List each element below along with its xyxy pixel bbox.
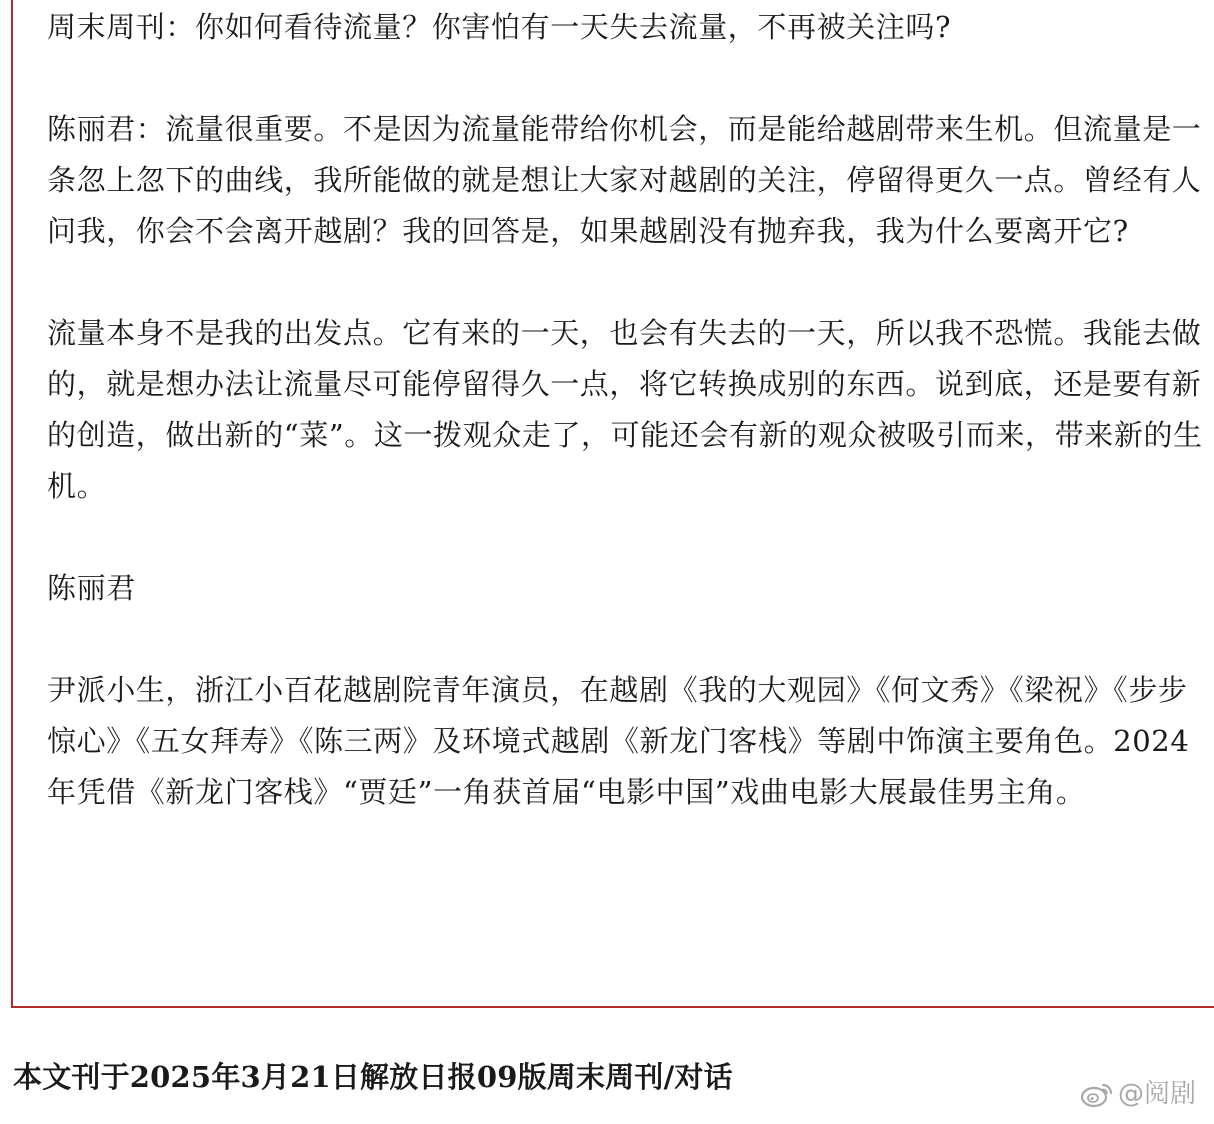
bio-name: 陈丽君 [47,571,136,605]
paragraph-answer: 陈丽君：流量很重要。不是因为流量能带给你机会，而是能给越剧带来生机。但流量是一条忽上忽下的曲线，我所能做的就是想让大家对越剧的关注，停留得更久一点。曾经有人问我，你会不会离开越剧？我的回答是，如果越剧没有抛弃我，我为什么要离开它? [47,112,1202,248]
source-note: 本文刊于2025年3月21日解放日报09版周末周刊/对话 [13,1060,733,1094]
watermark [1080,1077,1196,1111]
watermark-text: @阅剧 [1117,1079,1196,1109]
weibo-icon [1080,1080,1114,1108]
bio-description: 尹派小生，浙江小百花越剧院青年演员，在越剧《我的大观园》《何文秀》《梁祝》《步步惊心》《五女拜寿》《陈三两》及环境式越剧《新龙门客栈》等剧中饰演主要角色。2024年凭借《新龙门客栈》“贾廷”一角获首届“电影中国”戏曲电影大展最佳男主角。 [47,673,1190,809]
paragraph-question: 周末周刊：你如何看待流量？你害怕有一天失去流量，不再被关注吗? [47,10,952,44]
paragraph-answer-continued: 流量本身不是我的出发点。它有来的一天，也会有失去的一天，所以我不恐慌。我能去做的，就是想办法让流量尽可能停留得久一点，将它转换成别的东西。说到底，还是要有新的创造，做出新的“菜”。这一拨观众走了，可能还会有新的观众被吸引而来，带来新的生机。 [47,316,1203,503]
article-body [47,2,1209,818]
